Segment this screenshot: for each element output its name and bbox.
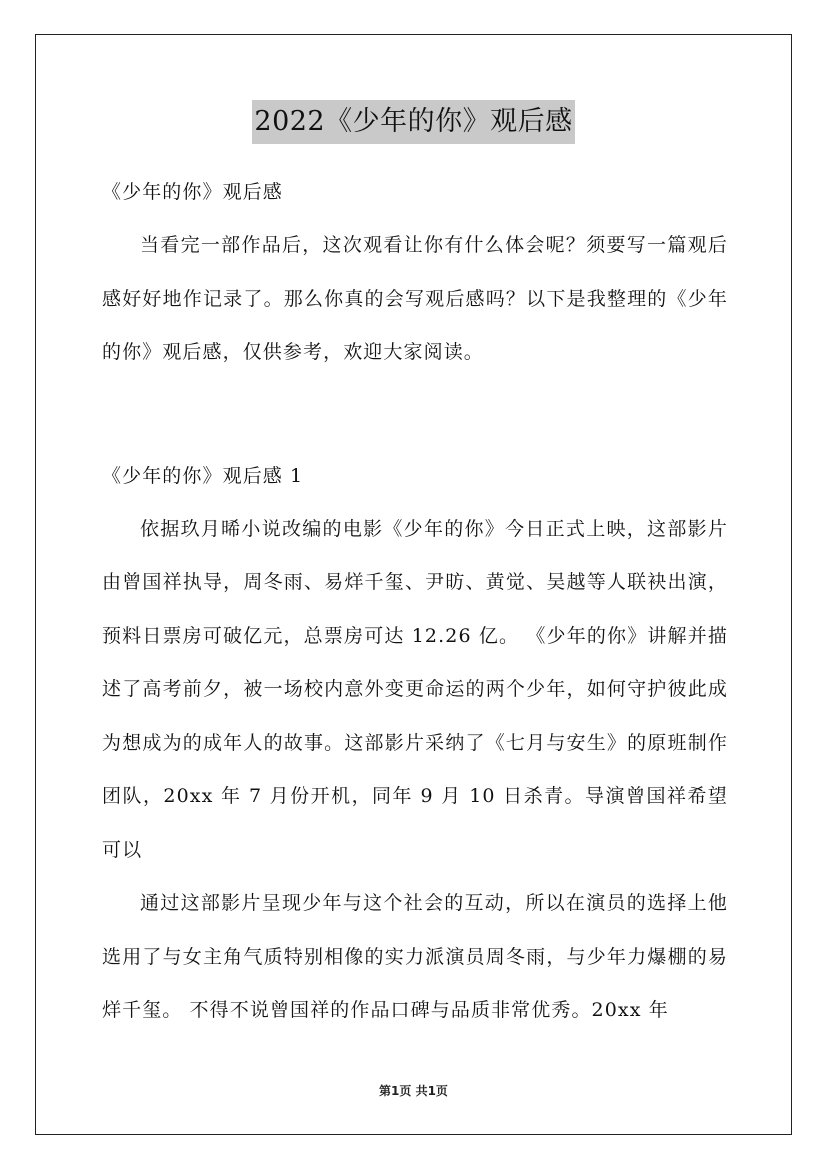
body-paragraph-2: 通过这部影片呈现少年与这个社会的互动，所以在演员的选择上他选用了与女主角气质特别相像的实力派演员周冬雨，与少年力爆棚的易烊千玺。 不得不说曾国祥的作品口碑与品质非常优秀。20xx 年 xyxy=(102,892,728,1021)
document-subtitle: 《少年的你》观后感 xyxy=(102,181,283,203)
title-container xyxy=(0,100,827,144)
page-footer: 第1页 共1页 xyxy=(379,1084,448,1098)
section-heading: 《少年的你》观后感 1 xyxy=(102,464,304,487)
document-body xyxy=(102,170,728,1038)
document-title: 2022《少年的你》观后感 xyxy=(252,100,574,144)
intro-paragraph: 当看完一部作品后，这次观看让你有什么体会呢？须要写一篇观后感好好地作记录了。那么你真的会写观后感吗？以下是我整理的《少年的你》观后感，仅供参考，欢迎大家阅读。 xyxy=(102,234,728,363)
body-paragraph-1: 依据玖月晞小说改编的电影《少年的你》今日正式上映，这部影片由曾国祥执导，周冬雨、易烊千玺、尹昉、黄觉、吴越等人联袂出演，预料日票房可破亿元，总票房可达 12.26 亿。 《少年的你》讲解并描述了高考前夕，被一场校内意外变更命运的两个少年，如何守护彼此成为想成为的成年人的故事。这部影片采纳了《七月与安生》的原班制作团队，20xx 年 7 月份开机，同年 9 月 10 日杀青。导演曾国祥希望可以 xyxy=(102,517,728,861)
